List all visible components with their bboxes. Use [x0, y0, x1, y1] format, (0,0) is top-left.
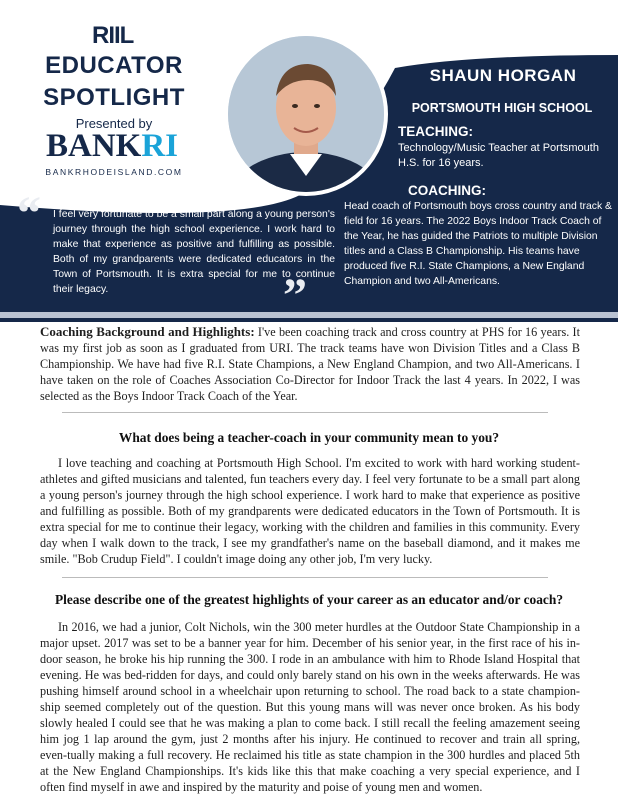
- background-text: I've been coaching track and cross country at PHS for 16 years. It was my first job as soon as I graduated from URI. The track teams have won Division Titles and a Class B Championship. We have had five R.I. State Champions, a New England Champion, and two All-Americans. I have taken on the role of Coaches Association Co-Director for Indoor Track the last 4 years. In 2022, I was selected as the Boys Indoor Track Coach of the Year.: [40, 325, 580, 403]
- background-paragraph: [40, 324, 580, 404]
- divider: [62, 412, 548, 413]
- bankri-logo: BANKRI: [45, 128, 179, 164]
- educator-portrait: [224, 32, 388, 196]
- question-2: Please describe one of the greatest highlights of your career as an educator and/or coach?: [54, 592, 564, 607]
- spotlight-header: [0, 0, 618, 322]
- title-spotlight: SPOTLIGHT: [43, 84, 185, 111]
- presented-by-label: Presented by: [75, 116, 153, 131]
- close-quote-icon: ”: [283, 269, 307, 322]
- teaching-heading: TEACHING:: [398, 124, 473, 139]
- header-bottom-stripe: [0, 312, 618, 318]
- riil-logo-text: RIIL: [92, 22, 134, 49]
- school-name: PORTSMOUTH HIGH SCHOOL: [411, 101, 593, 115]
- coaching-text: Head coach of Portsmouth boys cross country and track & field for 16 years. The 2022 Boys Indoor Track Coach of the Year, he has guided the Patriots to multiple Division titles and a Class B Championship. His teams have produced five R.I. State Champions, a New England Champion and two All-Americans.: [344, 201, 612, 287]
- divider: [62, 577, 548, 578]
- title-educator: EDUCATOR: [45, 52, 183, 79]
- coaching-heading: COACHING:: [408, 183, 486, 198]
- riil-logo: [92, 22, 132, 50]
- sponsor-url: BANKRHODEISLAND.COM: [45, 167, 183, 177]
- answer-1: I love teaching and coaching at Portsmouth High School. I'm excited to work with hard working student-athletes and gifted musicians and talented, fun teachers every day. I feel very fortunate to be a small part along a young person's journey through the high school experience. I work hard to make that experience as positive and fulfilling as possible. Both of my grandparents were dedicated educators in the Town of Portsmouth. It is extra special for me to continue their legacy, working with the children and families in this community. Every day when I walk down to the track, I see my grandfather's name on the baseball diamond, and it makes me smile. "Bob Crudup Field". I couldn't image doing any other job, I'm very lucky.: [40, 456, 580, 566]
- pull-quote: I feel very fortunate to be a small part along a young person's journey through the high school experience. I work hard to make that experience as positive and fulfilling as possible. Both of my grandparents were dedicated educators in the Town of Portsmouth. It is extra special for me to continue their legacy.: [53, 209, 335, 295]
- question-1: What does being a teacher-coach in your community mean to you?: [118, 430, 500, 445]
- educator-name: SHAUN HORGAN: [429, 66, 577, 85]
- background-label: Coaching Background and Highlights:: [40, 324, 255, 339]
- open-quote-icon: “: [17, 187, 41, 240]
- teaching-text: Technology/Music Teacher at Portsmouth H.S. for 16 years.: [398, 142, 599, 169]
- answer-2: In 2016, we had a junior, Colt Nichols, win the 300 meter hurdles at the Outdoor State Championship in a major upset. 2017 was set to be a banner year for him. December of his senior year, in the first race of his in-door season, he broke his hip running the 300. I rode in an ambulance with him to Rhode Island Hospital that evening. He was bed-ridden for days, and could only barely stand on his own in the weeks afterwards. He was pushing himself around school in a wheelchair upon returning to school. The road back to a state champion-ship seemed completely out of the question. But this young mans will was never once broken. As his body slowly healed I could see that he was making a plan to come back. I still recall the feeling amazement seeing him jog 1 lap around the gym, just 2 months after his injury. He continued to recover and train all spring, even-tually making a full recovery. He reclaimed his title as state champion in the 300 hurdles and placed 5th at the New England Championships. It's kids like this that make coaching a very special experience, and I often find myself in awe and inspired by the maturity and poise of young men and women.: [40, 620, 580, 794]
